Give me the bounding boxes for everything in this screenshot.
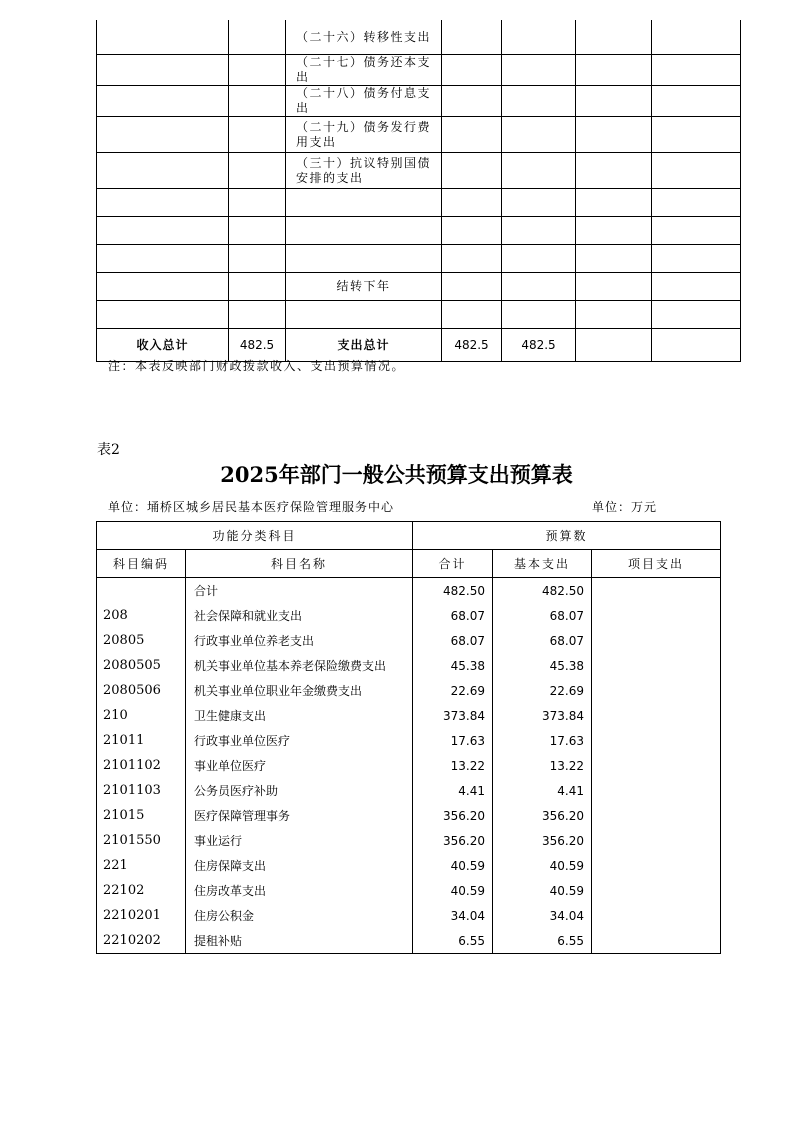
project-expense-value [592, 578, 721, 604]
table-cell [97, 86, 229, 117]
subject-name: 行政事业单位养老支出 [186, 628, 413, 653]
table-cell [576, 217, 652, 245]
table-cell [229, 189, 286, 217]
project-expense-value [592, 803, 721, 828]
basic-expense-value: 40.59 [493, 853, 592, 878]
table2-label: 表2 [97, 442, 120, 458]
income-total-value: 482.5 [229, 329, 286, 362]
subject-name: 事业单位医疗 [186, 753, 413, 778]
subject-code: 2101102 [97, 753, 186, 778]
table-row [97, 853, 721, 878]
table-cell [576, 20, 652, 55]
expense-item-name [286, 217, 442, 245]
basic-expense-value: 482.50 [493, 578, 592, 604]
subject-name: 提租补贴 [186, 928, 413, 954]
basic-expense-value: 68.07 [493, 603, 592, 628]
table-cell [576, 153, 652, 189]
table-cell [97, 55, 229, 86]
subject-name: 事业运行 [186, 828, 413, 853]
unit-organization: 单位：埇桥区城乡居民基本医疗保险管理服务中心 [108, 500, 395, 514]
table-cell [576, 189, 652, 217]
subject-code: 221 [97, 853, 186, 878]
basic-expense-value: 34.04 [493, 903, 592, 928]
table-cell [442, 20, 502, 55]
total-value: 17.63 [413, 728, 493, 753]
expense-item-name: （二十八）债务付息支出 [286, 86, 442, 117]
table2-budget-expenditure [96, 521, 721, 954]
table-cell [576, 273, 652, 301]
subject-name: 机关事业单位职业年金缴费支出 [186, 678, 413, 703]
subject-code: 2080506 [97, 678, 186, 703]
expense-item-name: （二十九）债务发行费用支出 [286, 117, 442, 153]
table-row [97, 678, 721, 703]
expense-item-name [286, 301, 442, 329]
table-cell [442, 245, 502, 273]
income-total-label: 收入总计 [97, 329, 229, 362]
total-value: 68.07 [413, 603, 493, 628]
table-cell [97, 153, 229, 189]
subject-code: 21015 [97, 803, 186, 828]
table-row [97, 703, 721, 728]
subject-code [97, 578, 186, 604]
table-row [97, 628, 721, 653]
project-expense-value [592, 603, 721, 628]
subject-code: 20805 [97, 628, 186, 653]
table-cell [502, 55, 576, 86]
table-cell [229, 245, 286, 273]
basic-expense-value: 6.55 [493, 928, 592, 954]
table-row [97, 86, 741, 117]
basic-expense-value: 356.20 [493, 828, 592, 853]
table2-title: 2025年部门一般公共预算支出预算表 [220, 462, 573, 487]
basic-expense-value: 373.84 [493, 703, 592, 728]
table-cell [97, 273, 229, 301]
table-cell [97, 301, 229, 329]
table-cell [502, 189, 576, 217]
table-cell [442, 153, 502, 189]
table-row [97, 728, 721, 753]
table-cell [442, 273, 502, 301]
total-value: 68.07 [413, 628, 493, 653]
table-row [97, 245, 741, 273]
table-cell [442, 55, 502, 86]
project-expense-value [592, 878, 721, 903]
project-expense-value [592, 928, 721, 954]
subject-code: 2080505 [97, 653, 186, 678]
expense-item-name: （二十六）转移性支出 [286, 20, 442, 55]
table-cell [229, 153, 286, 189]
table-cell [576, 86, 652, 117]
table-row [97, 117, 741, 153]
table-row [97, 153, 741, 189]
table-cell [442, 301, 502, 329]
table-cell [652, 273, 741, 301]
table-cell [502, 301, 576, 329]
table-cell [652, 329, 741, 362]
basic-expense-value: 22.69 [493, 678, 592, 703]
table-cell [502, 86, 576, 117]
subject-code: 22102 [97, 878, 186, 903]
table-row [97, 603, 721, 628]
table-cell [97, 20, 229, 55]
subject-name: 社会保障和就业支出 [186, 603, 413, 628]
subject-code: 2210201 [97, 903, 186, 928]
basic-expense-value: 40.59 [493, 878, 592, 903]
unit-currency: 单位：万元 [592, 500, 658, 514]
table-row [97, 928, 721, 954]
expense-total-value-2: 482.5 [502, 329, 576, 362]
table-cell [229, 20, 286, 55]
table-cell [576, 245, 652, 273]
subject-code: 21011 [97, 728, 186, 753]
table-row [97, 189, 741, 217]
table-cell [229, 117, 286, 153]
table-cell [229, 217, 286, 245]
total-value: 4.41 [413, 778, 493, 803]
table-cell [97, 217, 229, 245]
basic-expense-value: 45.38 [493, 653, 592, 678]
project-expense-value [592, 778, 721, 803]
project-expense-value [592, 828, 721, 853]
subject-code: 210 [97, 703, 186, 728]
total-value: 40.59 [413, 853, 493, 878]
table-cell [652, 189, 741, 217]
expense-item-name: （三十）抗议特别国债安排的支出 [286, 153, 442, 189]
table-row [97, 578, 721, 604]
table1-note: 注：本表反映部门财政拨款收入、支出预算情况。 [108, 359, 406, 373]
table-cell [97, 189, 229, 217]
total-value: 22.69 [413, 678, 493, 703]
table-cell [229, 301, 286, 329]
table-row [97, 878, 721, 903]
project-expense-value [592, 903, 721, 928]
subject-name: 卫生健康支出 [186, 703, 413, 728]
project-expense-value [592, 728, 721, 753]
table-cell [576, 55, 652, 86]
table-cell [652, 301, 741, 329]
project-expense-value [592, 703, 721, 728]
table-cell [652, 86, 741, 117]
expense-item-name [286, 245, 442, 273]
total-value: 482.50 [413, 578, 493, 604]
table1-income-expense [96, 20, 741, 362]
header-total: 合计 [413, 550, 493, 578]
header-budget-amount: 预算数 [413, 522, 721, 550]
subject-name: 住房改革支出 [186, 878, 413, 903]
project-expense-value [592, 628, 721, 653]
basic-expense-value: 356.20 [493, 803, 592, 828]
expense-item-name [286, 189, 442, 217]
total-value: 373.84 [413, 703, 493, 728]
total-value: 356.20 [413, 803, 493, 828]
table-cell [652, 117, 741, 153]
table-cell [442, 217, 502, 245]
subject-name: 公务员医疗补助 [186, 778, 413, 803]
table-cell [652, 217, 741, 245]
subject-name: 住房公积金 [186, 903, 413, 928]
table-cell [97, 245, 229, 273]
header-project-expense: 项目支出 [592, 550, 721, 578]
header-basic-expense: 基本支出 [493, 550, 592, 578]
total-value: 34.04 [413, 903, 493, 928]
table-cell [652, 245, 741, 273]
basic-expense-value: 13.22 [493, 753, 592, 778]
table-row [97, 753, 721, 778]
table-cell [576, 117, 652, 153]
project-expense-value [592, 653, 721, 678]
subject-name: 住房保障支出 [186, 853, 413, 878]
project-expense-value [592, 753, 721, 778]
table-cell [576, 301, 652, 329]
table-cell [502, 153, 576, 189]
basic-expense-value: 4.41 [493, 778, 592, 803]
table-cell [502, 273, 576, 301]
table-cell [502, 245, 576, 273]
table-row [97, 217, 741, 245]
expense-total-label: 支出总计 [286, 329, 442, 362]
subject-name: 机关事业单位基本养老保险缴费支出 [186, 653, 413, 678]
table-cell [229, 273, 286, 301]
table-row [97, 20, 741, 55]
table-cell [442, 86, 502, 117]
table-row [97, 828, 721, 853]
subject-code: 208 [97, 603, 186, 628]
table-row [97, 903, 721, 928]
header-subject-code: 科目编码 [97, 550, 186, 578]
basic-expense-value: 17.63 [493, 728, 592, 753]
total-value: 6.55 [413, 928, 493, 954]
table-cell [229, 86, 286, 117]
table-row [97, 273, 741, 301]
table-cell [502, 20, 576, 55]
total-value: 13.22 [413, 753, 493, 778]
table-cell [652, 153, 741, 189]
subject-code: 2101550 [97, 828, 186, 853]
table-cell [652, 55, 741, 86]
table-cell [97, 117, 229, 153]
table-cell [229, 55, 286, 86]
table-cell [442, 117, 502, 153]
table-cell [652, 20, 741, 55]
table-cell [442, 189, 502, 217]
header-subject-name: 科目名称 [186, 550, 413, 578]
table-row [97, 301, 741, 329]
project-expense-value [592, 853, 721, 878]
header-functional-category: 功能分类科目 [97, 522, 413, 550]
expense-item-name: （二十七）债务还本支出 [286, 55, 442, 86]
expense-total-value: 482.5 [442, 329, 502, 362]
subject-name: 合计 [186, 578, 413, 604]
table-row [97, 653, 721, 678]
table-row [97, 803, 721, 828]
table-cell [502, 217, 576, 245]
expense-item-name: 结转下年 [286, 273, 442, 301]
total-value: 45.38 [413, 653, 493, 678]
table-cell [502, 117, 576, 153]
subject-code: 2101103 [97, 778, 186, 803]
project-expense-value [592, 678, 721, 703]
total-value: 40.59 [413, 878, 493, 903]
basic-expense-value: 68.07 [493, 628, 592, 653]
total-value: 356.20 [413, 828, 493, 853]
table-row [97, 778, 721, 803]
subject-name: 医疗保障管理事务 [186, 803, 413, 828]
table-cell [576, 329, 652, 362]
subject-name: 行政事业单位医疗 [186, 728, 413, 753]
subject-code: 2210202 [97, 928, 186, 954]
table-row [97, 55, 741, 86]
